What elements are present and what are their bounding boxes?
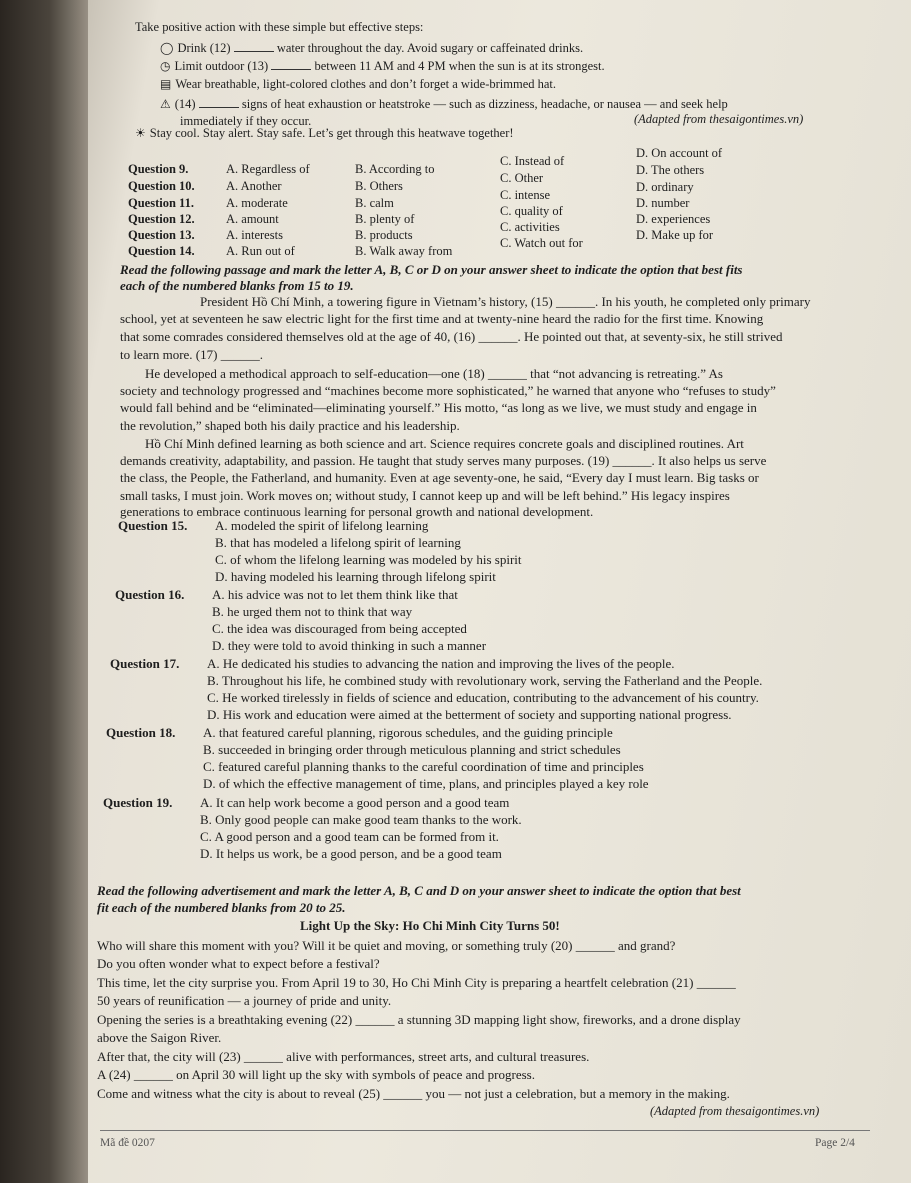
passage-line: school, yet at seventeen he saw electric light for the first time and at twenty-nine heard the radio for the first time. Knowing [120, 311, 764, 326]
advert-line: This time, let the city surprise you. From April 19 to 30, Ho Chi Minh City is preparing a heartfelt celebration (21) ______ [97, 975, 736, 990]
passage-line: that some comrades considered themselves old at the age of 40, (16) ______. He pointed out that, at seventy-six, he still strived [120, 329, 783, 344]
option-a: A. Run out of [226, 244, 295, 258]
question-label: Question 19. [103, 795, 173, 810]
blank-13[interactable] [271, 58, 311, 70]
answer-option: D. His work and education were aimed at the betterment of society and supporting national progress. [207, 707, 732, 722]
option-a: A. amount [226, 212, 279, 226]
bullet-13-tail: between 11 AM and 4 PM when the sun is at its strongest. [314, 59, 605, 73]
blank-12[interactable] [234, 40, 274, 52]
answer-option: A. modeled the spirit of lifelong learning [215, 518, 429, 533]
bullet-13-label: Limit outdoor (13) [174, 59, 269, 73]
advert-line: Opening the series is a breathtaking evening (22) ______ a stunning 3D mapping light show, fireworks, and a drone display [97, 1012, 741, 1027]
passage-line: to learn more. (17) ______. [120, 347, 263, 362]
instruction-20-25-cont: fit each of the numbered blanks from 20 to 25. [97, 900, 346, 915]
footer-divider [100, 1130, 870, 1131]
option-c: C. intense [500, 188, 550, 202]
page-number: Page 2/4 [815, 1137, 855, 1149]
option-b: B. products [355, 228, 413, 242]
question-label: Question 17. [110, 656, 180, 671]
option-a: A. interests [226, 228, 283, 242]
question-label: Question 11. [128, 196, 194, 210]
option-a: A. Regardless of [226, 162, 310, 176]
passage-line: demands creativity, adaptability, and passion. He taught that study serves many purposes. (19) ______. It also helps us serve [120, 453, 767, 468]
advert-line: Who will share this moment with you? Will it be quiet and moving, or something truly (20) ______ and grand? [97, 938, 676, 953]
option-d: D. ordinary [636, 180, 694, 194]
advert-line: 50 years of reunification — a journey of pride and unity. [97, 993, 392, 1008]
passage-line: Hồ Chí Minh defined learning as both science and art. Science requires concrete goals and disciplined routines. Art [145, 436, 744, 451]
answer-option: D. of which the effective management of time, plans, and principles played a key role [203, 776, 649, 791]
answer-option: B. Throughout his life, he combined study with revolutionary work, serving the Fatherland and the People. [207, 673, 763, 688]
answer-option: D. having modeled his learning through lifelong spirit [215, 569, 496, 584]
answer-option: C. He worked tirelessly in fields of science and education, contributing to the advancement of his country. [207, 690, 759, 705]
passage-line: President Hồ Chí Minh, a towering figure in Vietnam’s history, (15) ______. In his youth, he completed only primary [200, 294, 811, 309]
option-d: D. Make up for [636, 228, 714, 242]
passage-line: society and technology progressed and “machines become more sophisticated,” he warned that anyone who “refuses to study” [120, 383, 776, 398]
advert-line: Do you often wonder what to expect before a festival? [97, 956, 380, 971]
option-a: A. moderate [226, 196, 288, 210]
option-c: C. activities [500, 220, 560, 234]
shirt-icon: ▤ [160, 77, 172, 91]
passage-line: generations to embrace continuous learning for personal growth and national development. [120, 504, 594, 519]
question-label: Question 18. [106, 725, 176, 740]
instruction-20-25: Read the following advertisement and mark the letter A, B, C and D on your answer sheet to indicate the option that best [97, 883, 741, 898]
advert-line: A (24) ______ on April 30 will light up the sky with symbols of peace and progress. [97, 1067, 535, 1082]
answer-option: C. the idea was discouraged from being accepted [212, 621, 467, 636]
bullet-13 [160, 58, 605, 74]
answer-option: C. A good person and a good team can be formed from it. [200, 829, 499, 844]
bullet-12-label: Drink (12) [177, 41, 231, 55]
option-c: C. Instead of [500, 154, 565, 168]
answer-option: A. that featured careful planning, rigorous schedules, and the guiding principle [203, 725, 613, 740]
question-label: Question 16. [115, 587, 185, 602]
question-label: Question 13. [128, 228, 195, 242]
passage-line: would fall behind and be “eliminated—eliminating yourself.” His motto, “as long as we live, we must study and engage in [120, 400, 757, 415]
closing-line [135, 126, 514, 141]
option-c: C. quality of [500, 204, 563, 218]
answer-option: C. of whom the lifelong learning was modeled by his spirit [215, 552, 522, 567]
closing-text: Stay cool. Stay alert. Stay safe. Let’s get through this heatwave together! [149, 126, 514, 140]
instruction-15-19: Read the following passage and mark the letter A, B, C or D on your answer sheet to indicate the option that best fits [120, 262, 743, 277]
option-d: D. The others [636, 163, 705, 177]
advert-title: Light Up the Sky: Ho Chi Minh City Turns 50! [300, 918, 560, 933]
answer-option: A. his advice was not to let them think like that [212, 587, 458, 602]
water-drop-icon: ◯ [160, 41, 174, 55]
advert-line: Come and witness what the city is about to reveal (25) ______ you — not just a celebration, but a memory in the making. [97, 1086, 730, 1101]
question-label: Question 9. [128, 162, 189, 176]
source-advert: (Adapted from thesaigontimes.vn) [650, 1104, 820, 1118]
answer-option: B. he urged them not to think that way [212, 604, 413, 619]
intro-text: Take positive action with these simple but effective steps: [135, 20, 424, 34]
source-top: (Adapted from thesaigontimes.vn) [634, 112, 804, 126]
bullet-14-tail: signs of heat exhaustion or heatstroke — such as dizziness, headache, or nausea — and seek help [241, 97, 728, 111]
bullet-14-label: (14) [174, 97, 196, 111]
passage-line: He developed a methodical approach to self-education—one (18) ______ that “not advancing is retreating.” As [145, 366, 723, 381]
passage-line: the revolution,” shaped both his daily practice and his leadership. [120, 418, 460, 433]
option-b: B. Walk away from [355, 244, 453, 258]
warning-icon: ⚠ [160, 97, 171, 111]
option-b: B. According to [355, 162, 435, 176]
answer-option: C. featured careful planning thanks to the careful coordination of time and principles [203, 759, 644, 774]
option-b: B. calm [355, 196, 394, 210]
question-label: Question 15. [118, 518, 188, 533]
bullet-14-cont: immediately if they occur. [180, 114, 312, 128]
bullet-12 [160, 40, 583, 56]
answer-option: B. succeeded in bringing order through meticulous planning and strict schedules [203, 742, 621, 757]
photo-dark-edge [0, 0, 90, 1183]
option-d: D. number [636, 196, 690, 210]
bullet-12-tail: water throughout the day. Avoid sugary or caffeinated drinks. [276, 41, 584, 55]
clock-icon: ◷ [160, 59, 171, 73]
advert-line: After that, the city will (23) ______ alive with performances, street arts, and cultural treasures. [97, 1049, 590, 1064]
answer-option: B. Only good people can make good team thanks to the work. [200, 812, 522, 827]
answer-option: D. It helps us work, be a good person, and be a good team [200, 846, 502, 861]
answer-option: A. He dedicated his studies to advancing the nation and improving the lives of the people. [207, 656, 675, 671]
answer-option: A. It can help work become a good person and a good team [200, 795, 510, 810]
instruction-15-19-cont: each of the numbered blanks from 15 to 19. [120, 278, 354, 293]
option-b: B. plenty of [355, 212, 415, 226]
option-d: D. On account of [636, 146, 723, 160]
option-c: C. Watch out for [500, 236, 583, 250]
question-label: Question 14. [128, 244, 195, 258]
bullet-hat [160, 77, 556, 92]
passage-line: the class, the People, the Fatherland, and humanity. Even at age seventy-one, he said, “Every day I must learn. Big tasks or [120, 470, 759, 485]
question-label: Question 10. [128, 179, 195, 193]
question-label: Question 12. [128, 212, 195, 226]
answer-option: B. that has modeled a lifelong spirit of learning [215, 535, 461, 550]
bullet-hat-text: Wear breathable, light-colored clothes and don’t forget a wide-brimmed hat. [175, 77, 557, 91]
option-d: D. experiences [636, 212, 711, 226]
bullet-14 [160, 96, 728, 112]
advert-line: above the Saigon River. [97, 1030, 222, 1045]
passage-line: small tasks, I must join. Work moves on; without study, I cannot keep up and will be left behind.” His legacy inspires [120, 488, 730, 503]
blank-14[interactable] [199, 96, 239, 108]
exam-code: Mã đề 0207 [100, 1137, 155, 1149]
option-b: B. Others [355, 179, 403, 193]
option-c: C. Other [500, 171, 544, 185]
answer-option: D. they were told to avoid thinking in such a manner [212, 638, 487, 653]
sun-icon: ☀ [135, 126, 146, 140]
option-a: A. Another [226, 179, 282, 193]
